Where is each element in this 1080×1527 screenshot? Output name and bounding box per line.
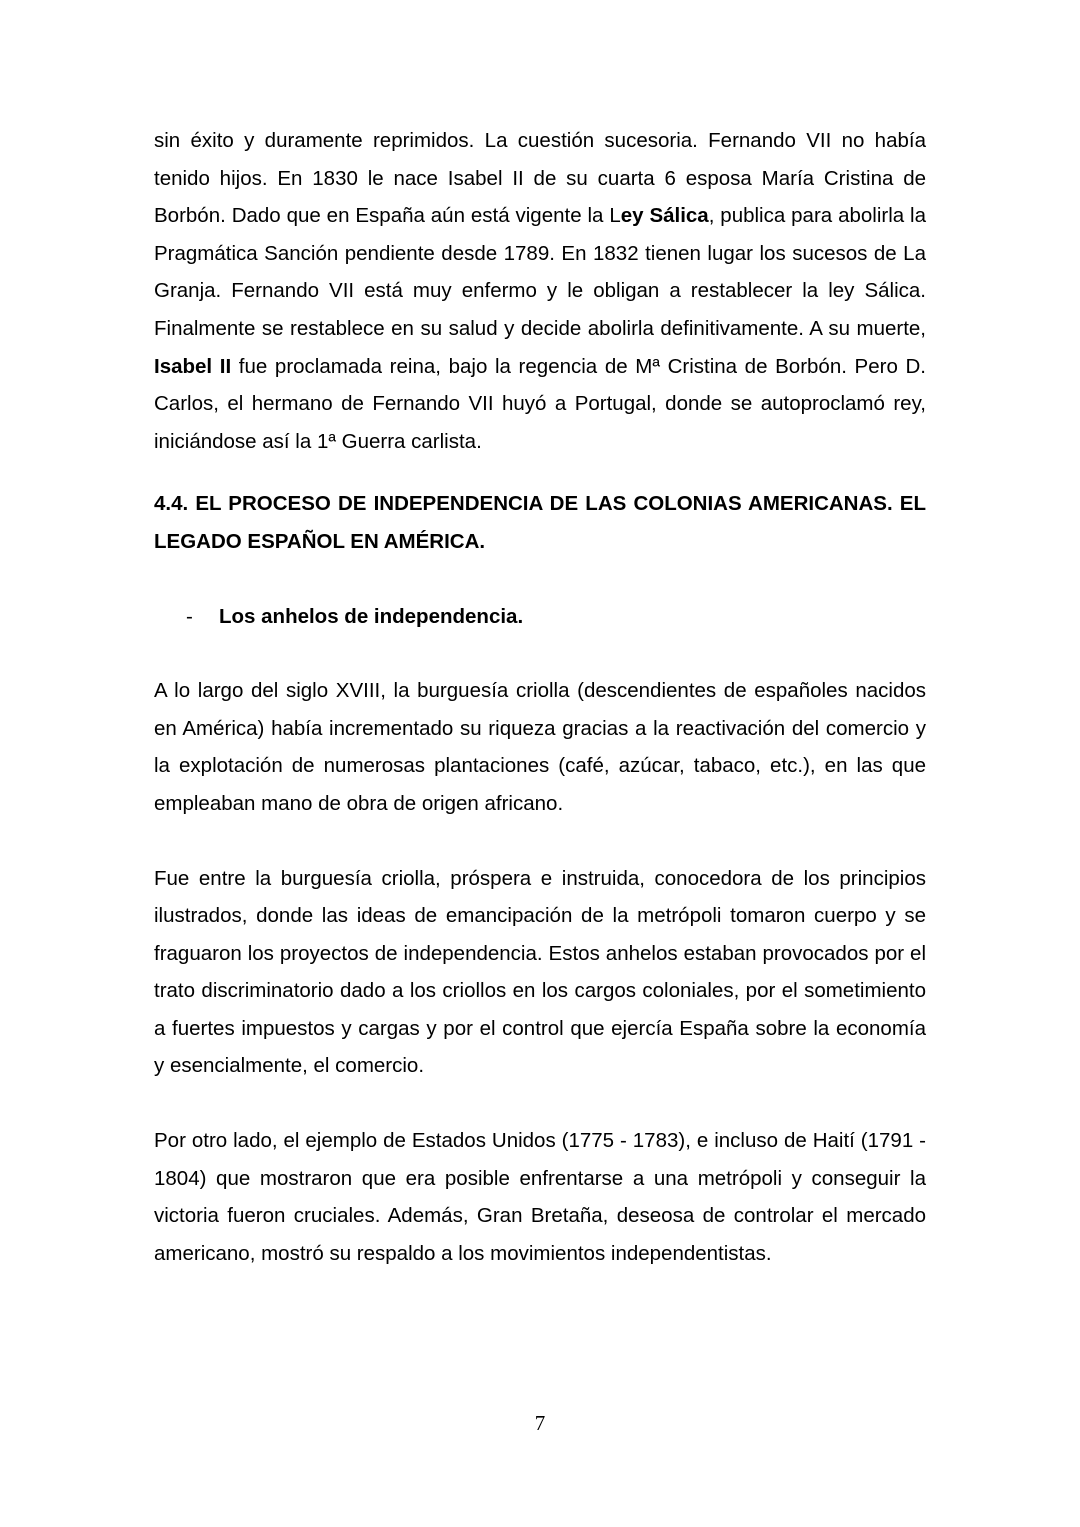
- paragraph-external-examples: Por otro lado, el ejemplo de Estados Unidos (1775 - 1783), e incluso de Haití (1791 - 1804) que mostraron que era posible enfrentarse a una metrópoli y conseguir la victoria fueron cruciales. Además, Gran Bretaña, deseosa de controlar el mercado americano, mostró su respaldo a los movimientos independentistas.: [154, 1129, 926, 1265]
- subheading-text: Los anhelos de independencia.: [219, 604, 524, 628]
- bold-term-isabel-ii: Isabel II: [154, 354, 232, 378]
- subheading-bullet: [186, 598, 926, 636]
- page-number: 7: [534, 1411, 546, 1435]
- section-heading: 4.4. EL PROCESO DE INDEPENDENCIA DE LAS COLONIAS AMERICANAS. EL LEGADO ESPAÑOL EN AMÉRICA.: [154, 492, 926, 553]
- bullet-dash: -: [186, 604, 193, 628]
- document-page: [154, 122, 926, 1272]
- bold-term-ley-salica: ey Sálica: [620, 204, 709, 228]
- paragraph-text: fue proclamada reina, bajo la regencia de Mª Cristina de Borbón. Pero D. Carlos, el hermano de Fernando VII huyó a Portugal, donde se autoproclamó rey, iniciándose así la 1ª Guerra carlista.: [154, 354, 926, 453]
- paragraph-emancipation-ideas: Fue entre la burguesía criolla, próspera e instruida, conocedora de los principios ilustrados, donde las ideas de emancipación de la metrópoli tomaron cuerpo y se fraguaron los proyectos de independencia. Estos anhelos estaban provocados por el trato discriminatorio dado a los criollos en los cargos coloniales, por el sometimiento a fuertes impuestos y cargas y por el control que ejercía España sobre la economía y esencialmente, el comercio.: [154, 866, 926, 1078]
- paragraph-criollo-bourgeoisie: A lo largo del siglo XVIII, la burguesía criolla (descendientes de españoles nacidos en América) había incrementado su riqueza gracias a la reactivación del comercio y la explotación de numerosas plantaciones (café, azúcar, tabaco, etc.), en las que empleaban mano de obra de origen africano.: [154, 679, 926, 815]
- paragraph-succession: [154, 122, 926, 460]
- paragraph-text: , publica para abolirla la Pragmática Sanción pendiente desde 1789. En 1832 tienen lugar los sucesos de La Granja. Fernando VII está muy enfermo y le obligan a restablecer la ley Sálica. Finalmente se restablece en su salud y decide abolirla definitivamente. A su muerte,: [154, 204, 927, 340]
- paragraph-text: sin éxito y duramente reprimidos. La cuestión sucesoria. Fernando VII no había tenido hijos. En 1830 le nace Isabel II de su cuarta 6 esposa María Cristina de Borbón. Dado que en España aún está vigente la L: [154, 129, 926, 228]
